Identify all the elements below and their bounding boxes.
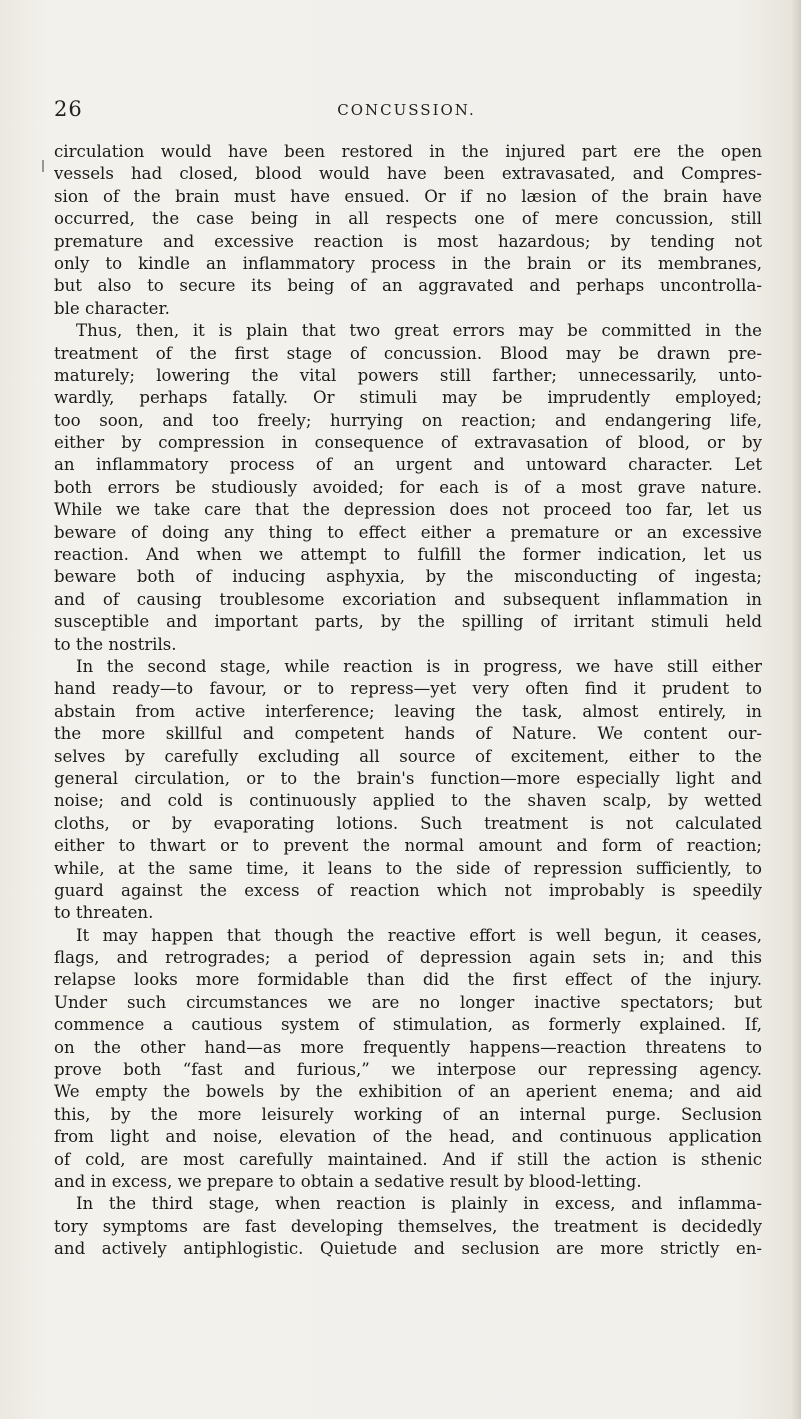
text-line: hand ready—to favour, or to repress—yet very often find it prudent to [54,679,762,699]
text-line: to the nostrils. [54,634,177,654]
text-line: selves by carefully excluding all source of excitement, either to the [54,746,762,766]
text-line: beware both of inducing asphyxia, by the misconducting of ingesta; [54,567,762,587]
text-line: reaction. And when we attempt to fulfill the former indication, let us [54,545,762,565]
text-line: and in excess, we prepare to obtain a sedative result by blood-letting. [54,1171,642,1191]
text-line: but also to secure its being of an aggravated and perhaps uncontrolla- [54,276,762,296]
text-line: ble character. [54,298,170,318]
running-title: CONCUSSION. [337,101,476,119]
text-line: guard against the excess of reaction which not improbably is speedily [54,880,762,900]
text-line: susceptible and important parts, by the spilling of irritant stimuli held [54,612,762,632]
text-line: While we take care that the depression does not proceed too far, let us [54,500,762,520]
text-line: Thus, then, it is plain that two great errors may be committed in the [76,321,762,341]
text-line: occurred, the case being in all respects one of mere concussion, still [54,209,762,229]
text-line: flags, and retrogrades; a period of depression again sets in; and this [54,948,762,968]
text-line: We empty the bowels by the exhibition of an aperient enema; and aid [54,1082,762,1102]
text-line: maturely; lowering the vital powers still farther; unnecessarily, unto- [54,365,762,385]
text-line: Under such circumstances we are no longer inactive spectators; but [54,992,762,1012]
text-line: noise; and cold is continuously applied to the shaven scalp, by wetted [54,791,762,811]
text-line: both errors be studiously avoided; for each is of a most grave nature. [54,477,762,497]
text-line: the more skillful and competent hands of Nature. We content our- [54,724,762,744]
text-line: It may happen that though the reactive effort is well begun, it ceases, [76,925,762,945]
text-line: too soon, and too freely; hurrying on reaction; and endangering life, [54,410,762,430]
text-line: on the other hand—as more frequently happens—reaction threatens to [54,1037,762,1057]
text-line: prove both “fast and furious,” we interpose our repressing agency. [54,1060,762,1080]
text-line: to threaten. [54,903,154,923]
text-line: premature and excessive reaction is most hazardous; by tending not [54,231,762,251]
text-line: of cold, are most carefully maintained. And if still the action is sthenic [54,1149,762,1169]
text-line: and of causing troublesome excoriation and subsequent inflammation in [54,589,762,609]
text-line: only to kindle an inflammatory process in the brain or its membranes, [54,253,762,273]
text-line: beware of doing any thing to effect either a premature or an excessive [54,522,762,542]
text-line: relapse looks more formidable than did the first effect of the injury. [54,970,762,990]
text-line: vessels had closed, blood would have been extravasated, and Compres- [54,164,762,184]
page-number: 26 [54,97,83,121]
running-head [54,97,759,123]
text-line: either by compression in consequence of extravasation of blood, or by [54,433,762,453]
margin-mark [42,160,44,172]
text-line: an inflammatory process of an urgent and untoward character. Let [54,455,762,475]
text-line: this, by the more leisurely working of an internal purge. Seclusion [54,1104,762,1124]
text-line: commence a cautious system of stimulation, as formerly explained. If, [54,1015,762,1035]
text-line: treatment of the first stage of concussion. Blood may be drawn pre- [54,343,762,363]
text-line: and actively antiphlogistic. Quietude and seclusion are more strictly en- [54,1239,762,1259]
text-line: sion of the brain must have ensued. Or if no læsion of the brain have [54,186,762,206]
page-edge-shadow [791,0,801,1419]
text-line: abstain from active interference; leaving the task, almost entirely, in [54,701,762,721]
text-line: either to thwart or to prevent the normal amount and form of reaction; [54,836,762,856]
body-text [54,141,762,1261]
text-line: In the third stage, when reaction is plainly in excess, and inflamma- [76,1194,762,1214]
text-line: while, at the same time, it leans to the side of repression sufficiently, to [54,858,762,878]
text-line: tory symptoms are fast developing themselves, the treatment is decidedly [54,1216,762,1236]
text-line: cloths, or by evaporating lotions. Such treatment is not calculated [54,813,762,833]
text-line: circulation would have been restored in the injured part ere the open [54,142,762,161]
text-line: wardly, perhaps fatally. Or stimuli may be imprudently employed; [54,388,762,408]
text-line: general circulation, or to the brain's function—more especially light and [54,768,762,788]
text-line: In the second stage, while reaction is in progress, we have still either [76,656,762,676]
text-line: from light and noise, elevation of the head, and continuous application [54,1127,762,1147]
